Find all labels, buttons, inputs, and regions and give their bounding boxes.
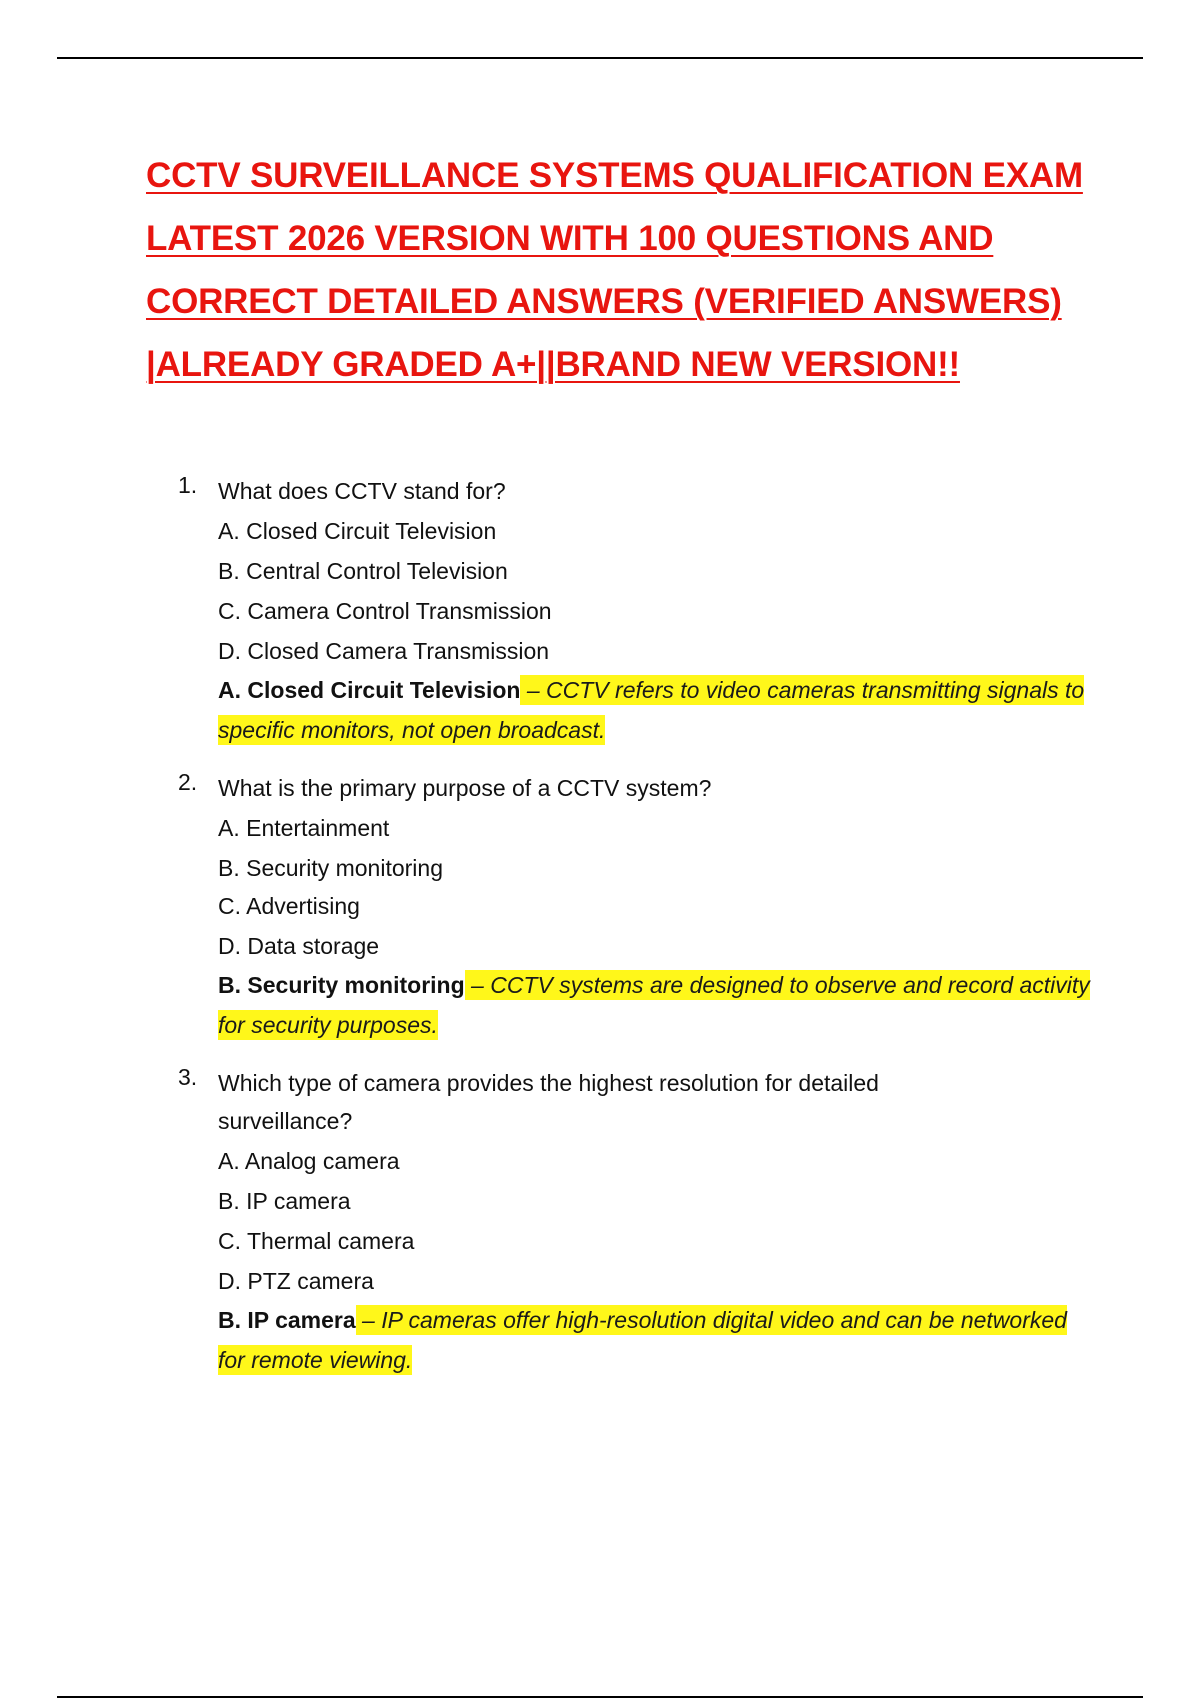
answer-explanation: – CCTV refers to video cameras transmitting signals to specific monitors, not open broadcast. xyxy=(218,677,1085,743)
document-title: CCTV SURVEILLANCE SYSTEMS QUALIFICATION EXAM LATEST 2026 VERSION WITH 100 QUESTIONS AND CORRECT DETAILED ANSWERS (VERIFIED ANSWERS) |ALREADY GRADED A+||BRAND NEW VERSION!! xyxy=(146,156,1083,384)
option-c: C. Camera Control Transmission xyxy=(218,598,552,624)
answer-block xyxy=(218,965,1098,1045)
option-c: C. Thermal camera xyxy=(218,1228,415,1254)
answer-explanation: – IP cameras offer high-resolution digital video and can be networked for remote viewing. xyxy=(218,1307,1067,1373)
answer-label: A. Closed Circuit Television xyxy=(218,677,521,703)
option-b: B. IP camera xyxy=(218,1188,351,1214)
option-d: D. Closed Camera Transmission xyxy=(218,638,550,664)
answer-block xyxy=(218,1300,1098,1380)
answer-explanation: – CCTV systems are designed to observe and record activity for security purposes. xyxy=(218,972,1090,1038)
answer-block xyxy=(218,670,1098,750)
question-number: 3. xyxy=(178,1064,198,1090)
question-number: 2. xyxy=(178,769,198,795)
question-text: What does CCTV stand for? xyxy=(218,478,506,504)
option-d: D. PTZ camera xyxy=(218,1268,374,1294)
header-rule xyxy=(57,57,1143,59)
option-a: A. Closed Circuit Television xyxy=(218,518,497,544)
option-c: C. Advertising xyxy=(218,893,360,919)
question-number: 1. xyxy=(178,472,198,498)
option-d: D. Data storage xyxy=(218,933,380,959)
question-text: Which type of camera provides the highest resolution for detailed surveillance? xyxy=(218,1070,879,1134)
answer-label: B. IP camera xyxy=(218,1307,356,1333)
answer-label: B. Security monitoring xyxy=(218,972,465,998)
question-text: What is the primary purpose of a CCTV system? xyxy=(218,775,712,801)
footer-rule xyxy=(57,1696,1143,1698)
option-b: B. Central Control Television xyxy=(218,558,508,584)
option-b: B. Security monitoring xyxy=(218,855,443,881)
option-a: A. Analog camera xyxy=(218,1148,400,1174)
option-a: A. Entertainment xyxy=(218,815,390,841)
